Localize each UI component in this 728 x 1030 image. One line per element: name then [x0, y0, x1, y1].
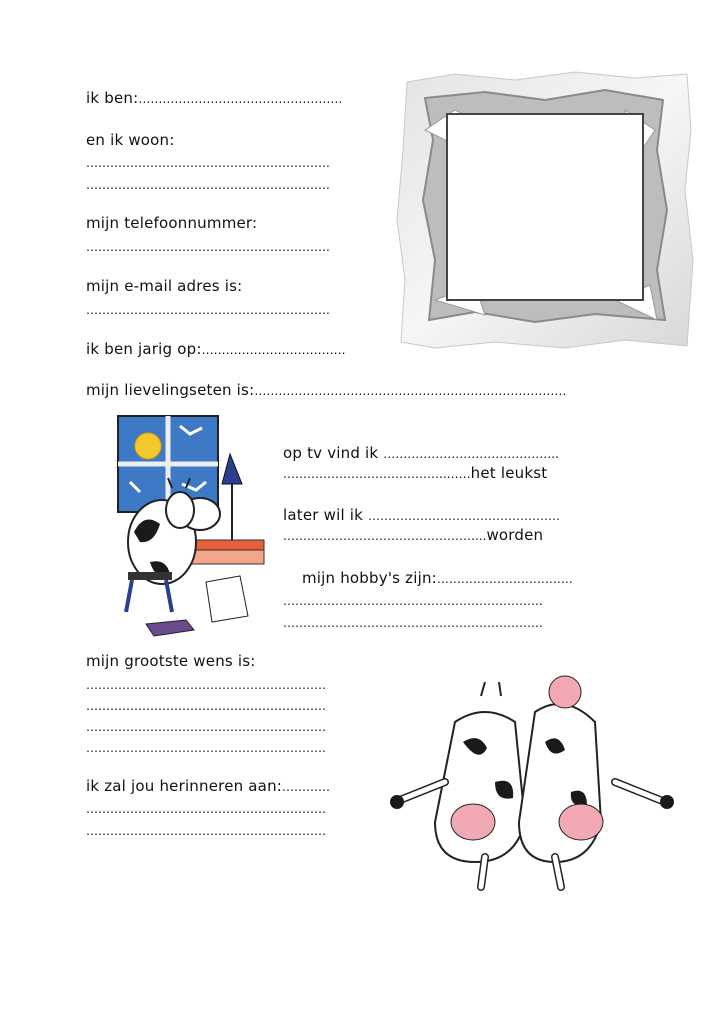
name-row	[86, 89, 342, 108]
later-label: later wil ik	[283, 506, 368, 524]
tv-field-2[interactable]: …………………………………..……	[283, 467, 471, 481]
name-label: ik ben:	[86, 89, 139, 107]
later-row	[283, 506, 560, 525]
hobby-row	[302, 569, 573, 588]
birthday-field[interactable]: ………………………………	[201, 343, 346, 357]
later-field-2[interactable]: …………………………………………...	[283, 529, 487, 543]
later-row-2	[283, 526, 543, 545]
later-suffix: worden	[486, 526, 544, 544]
remember-field-3[interactable]: ……………………………………………………	[86, 824, 326, 838]
phone-label: mijn telefoonnummer:	[86, 214, 258, 232]
hobby-field-1[interactable]: …………………………….	[436, 572, 573, 586]
remember-field-1[interactable]: …………	[282, 780, 331, 794]
birthday-row	[86, 340, 346, 359]
cow-at-desk-icon	[110, 412, 270, 642]
later-field-1[interactable]: …………………………………………	[368, 509, 560, 523]
hobby-field-3[interactable]: ………………………………………………………..	[283, 616, 543, 630]
remember-row	[86, 777, 330, 796]
food-field[interactable]: ……………………………………………………………………	[254, 384, 567, 398]
email-label: mijn e-mail adres is:	[86, 277, 243, 295]
food-label: mijn lievelingseten is:	[86, 381, 255, 399]
hobby-field-2[interactable]: ………………………………………………………..	[283, 594, 543, 608]
wish-field-3[interactable]: ……………………………………………………	[86, 720, 326, 734]
photo-frame-icon	[395, 70, 695, 350]
remember-field-2[interactable]: ……………………………………………………	[86, 802, 326, 816]
wish-field-1[interactable]: ……………………………………………………	[86, 678, 326, 692]
wish-label: mijn grootste wens is:	[86, 652, 256, 670]
birthday-label: ik ben jarig op:	[86, 340, 202, 358]
food-row	[86, 381, 566, 400]
tv-field-1[interactable]: ……………………………………..	[383, 447, 559, 461]
wish-field-4[interactable]: ……………………………………………………	[86, 741, 326, 755]
tv-row	[283, 444, 559, 463]
tv-row-2	[283, 464, 547, 483]
tv-suffix: het leukst	[470, 464, 548, 482]
remember-label: ik zal jou herinneren aan:	[86, 777, 283, 795]
dancing-cows-icon	[385, 672, 685, 897]
address-field-1[interactable]: …………………………………………………….	[86, 156, 330, 170]
hobby-label: mijn hobby's zijn:	[302, 569, 437, 587]
name-field[interactable]: ……………………………………………	[138, 92, 343, 106]
address-label: en ik woon:	[86, 131, 175, 149]
wish-field-2[interactable]: ……………………………………………………	[86, 699, 326, 713]
tv-label: op tv vind ik	[283, 444, 384, 462]
email-field[interactable]: …………………………………………………….	[86, 303, 330, 317]
address-field-2[interactable]: …………………………………………………….	[86, 178, 330, 192]
phone-field[interactable]: …………………………………………………….	[86, 240, 330, 254]
